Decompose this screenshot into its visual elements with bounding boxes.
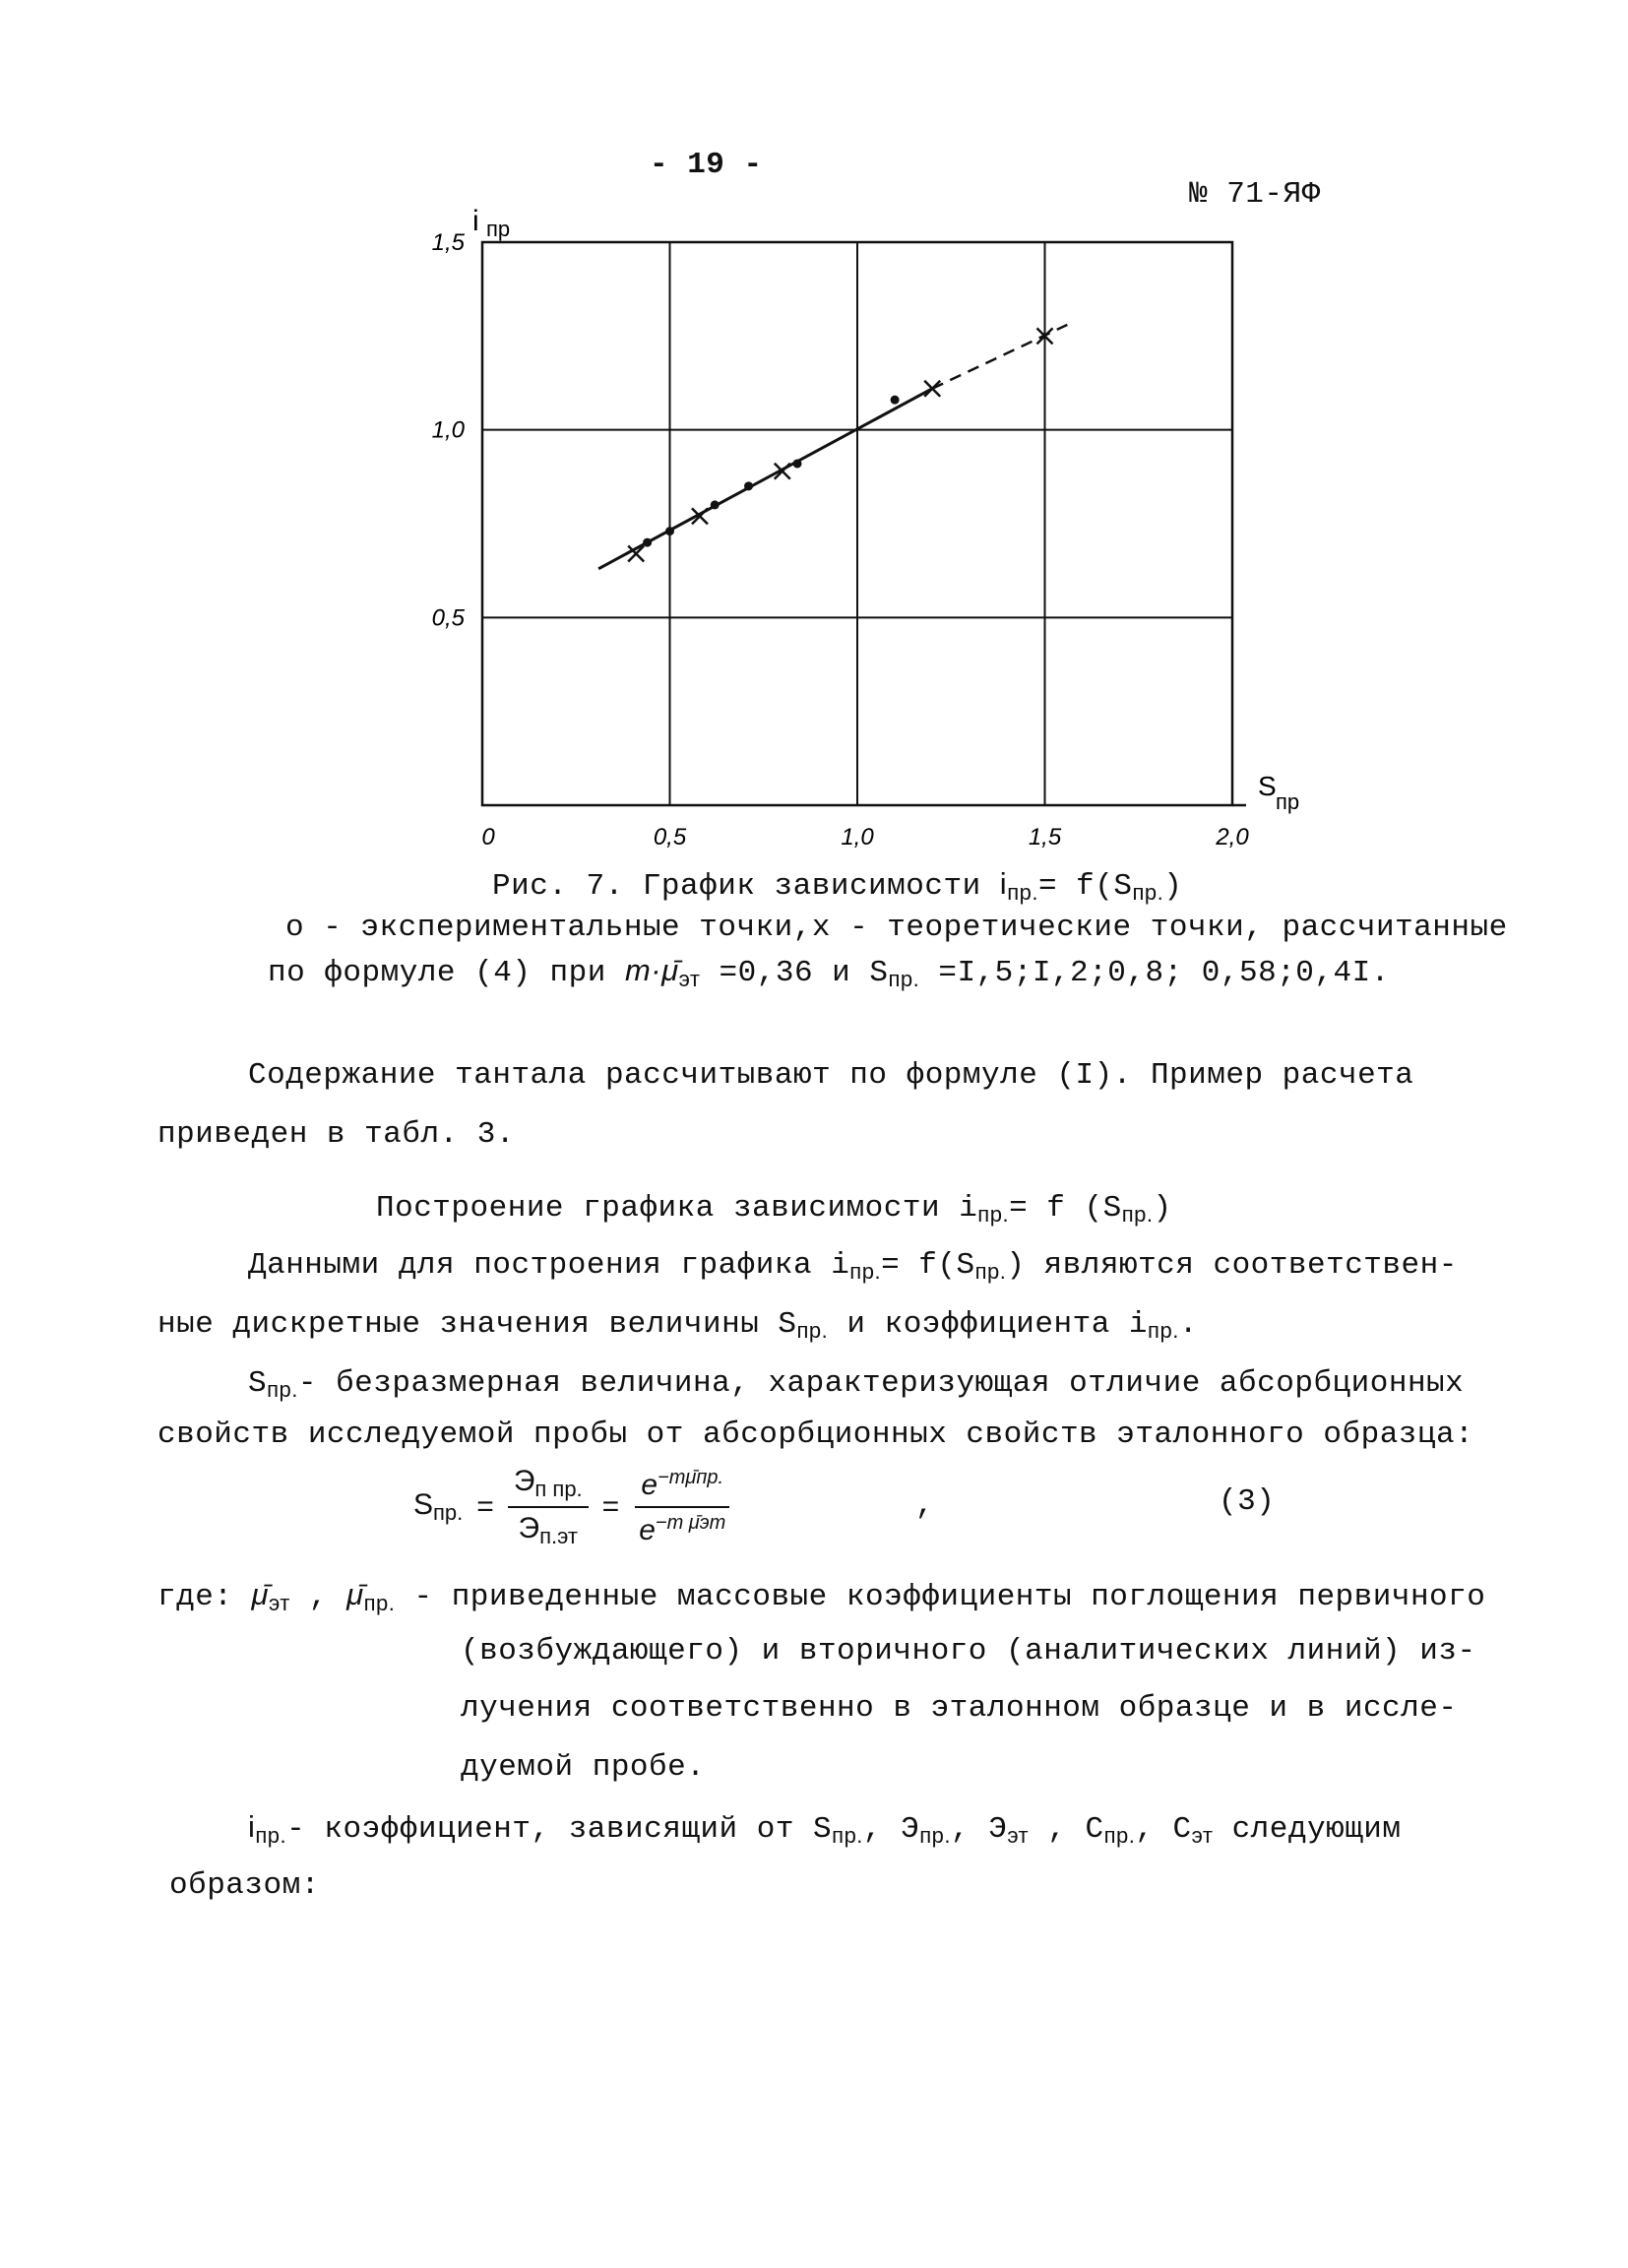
document-number: № 71-ЯФ: [1189, 177, 1321, 212]
data-point-experimental: [793, 459, 802, 468]
x-tick-label: 0: [481, 824, 495, 850]
data-point-experimental: [744, 481, 753, 490]
x-tick-label: 1,0: [841, 824, 874, 850]
chart-axes: [482, 242, 1246, 805]
last-paragraph-line-1: $i_{пр.}-$ коэффициент, зависящий от $S_{пр.}$, $Э_{пр.}$, $Э_{эт}$ , $C_{пр.}$, $C_{эт}$ следующим: [248, 1809, 1402, 1848]
data-point-experimental: [665, 527, 674, 536]
chart-labels: [432, 205, 1300, 850]
y-tick-label: 1,5: [431, 229, 465, 256]
y-axis-label: i: [472, 205, 479, 237]
last-paragraph-line-2: образом:: [169, 1868, 320, 1903]
data-point-experimental: [643, 538, 652, 547]
figure-caption-title: Рис. 7. График зависимости $i_{пр.}= f(S_{пр.})$: [492, 866, 1183, 905]
chart: [0, 0, 1628, 886]
y-tick-label: 1,0: [431, 416, 465, 444]
paragraph-3-line-2: свойств исследуемой пробы от абсорбционных свойств эталонного образца:: [157, 1418, 1474, 1452]
paragraph-1-line-1: Содержание тантала рассчитывают по формуле (I). Пример расчета: [248, 1058, 1414, 1093]
figure-caption-legend: о - экспериментальные точки,х - теоретические точки, рассчитанные: [285, 911, 1508, 945]
chart-grid: [482, 242, 1232, 805]
equation-lhs: $S_{пр.}$: [413, 1488, 464, 1525]
data-point-theoretical: [924, 381, 940, 397]
data-point-experimental: [891, 396, 900, 405]
y-tick-label: 0,5: [431, 604, 465, 632]
paragraph-2-line-2: ные дискретные значения величины $S_{пр.}$ и коэффициента $i_{пр.}$.: [157, 1307, 1198, 1343]
chart-markers: [628, 328, 1052, 561]
equation-fraction-1: $\frac{Э_{п пр.}}{Э_{п.эт}}$: [508, 1465, 589, 1549]
section-heading: Построение графика зависимости $i_{пр.}= f$ $(S_{пр.})$: [376, 1191, 1172, 1227]
equation-number: (3): [1219, 1484, 1276, 1519]
data-point-experimental: [711, 500, 720, 509]
equation-comma: ,: [915, 1488, 935, 1523]
paragraph-3-line-1: $S_{пр.}-$ безразмерная величина, характеризующая отличие абсорбционных: [248, 1366, 1465, 1402]
where-line-1: где: $\mū_{эт}$ , $\mū_{пр.}$ - приведенные массовые коэффициенты поглощения первичного: [157, 1577, 1486, 1615]
x-tick-label: 1,5: [1028, 824, 1062, 850]
where-line-2: (возбуждающего) и вторичного (аналитических линий) из-: [461, 1634, 1476, 1669]
y-axis-label-sub: пр: [486, 217, 511, 241]
x-tick-label: 2,0: [1216, 824, 1249, 850]
where-line-3: лучения соответственно в эталонном образце и в иссле-: [461, 1691, 1458, 1726]
x-axis-label-sub: пр: [1276, 789, 1300, 814]
equation-3: $S_{пр.}$ = $\frac{Э_{п пр.}}{Э_{п.эт}}$ = $\frac{e^{-m\mūпр.}}{e^{-m \mūэт}}$: [413, 1465, 731, 1549]
x-axis-label: S: [1258, 771, 1277, 801]
equation-fraction-2: $\frac{e^{-m\mūпр.}}{e^{-m \mūэт}}$: [633, 1467, 731, 1547]
where-line-4: дуемой пробе.: [461, 1750, 706, 1785]
paragraph-2-line-1: Данными для построения графика $i_{пр.}= f(S_{пр.})$ являются соответствен-: [248, 1248, 1458, 1284]
paragraph-1-line-2: приведен в табл. 3.: [157, 1117, 515, 1152]
x-tick-label: 0,5: [653, 824, 687, 850]
page-number: - 19 -: [650, 148, 763, 182]
figure-caption-params: по формуле (4) при $m\cdot\mū_{эт} =0,36$ и $S_{пр.}$ =I,5;I,2;0,8; 0,58;0,4I.: [268, 953, 1390, 991]
